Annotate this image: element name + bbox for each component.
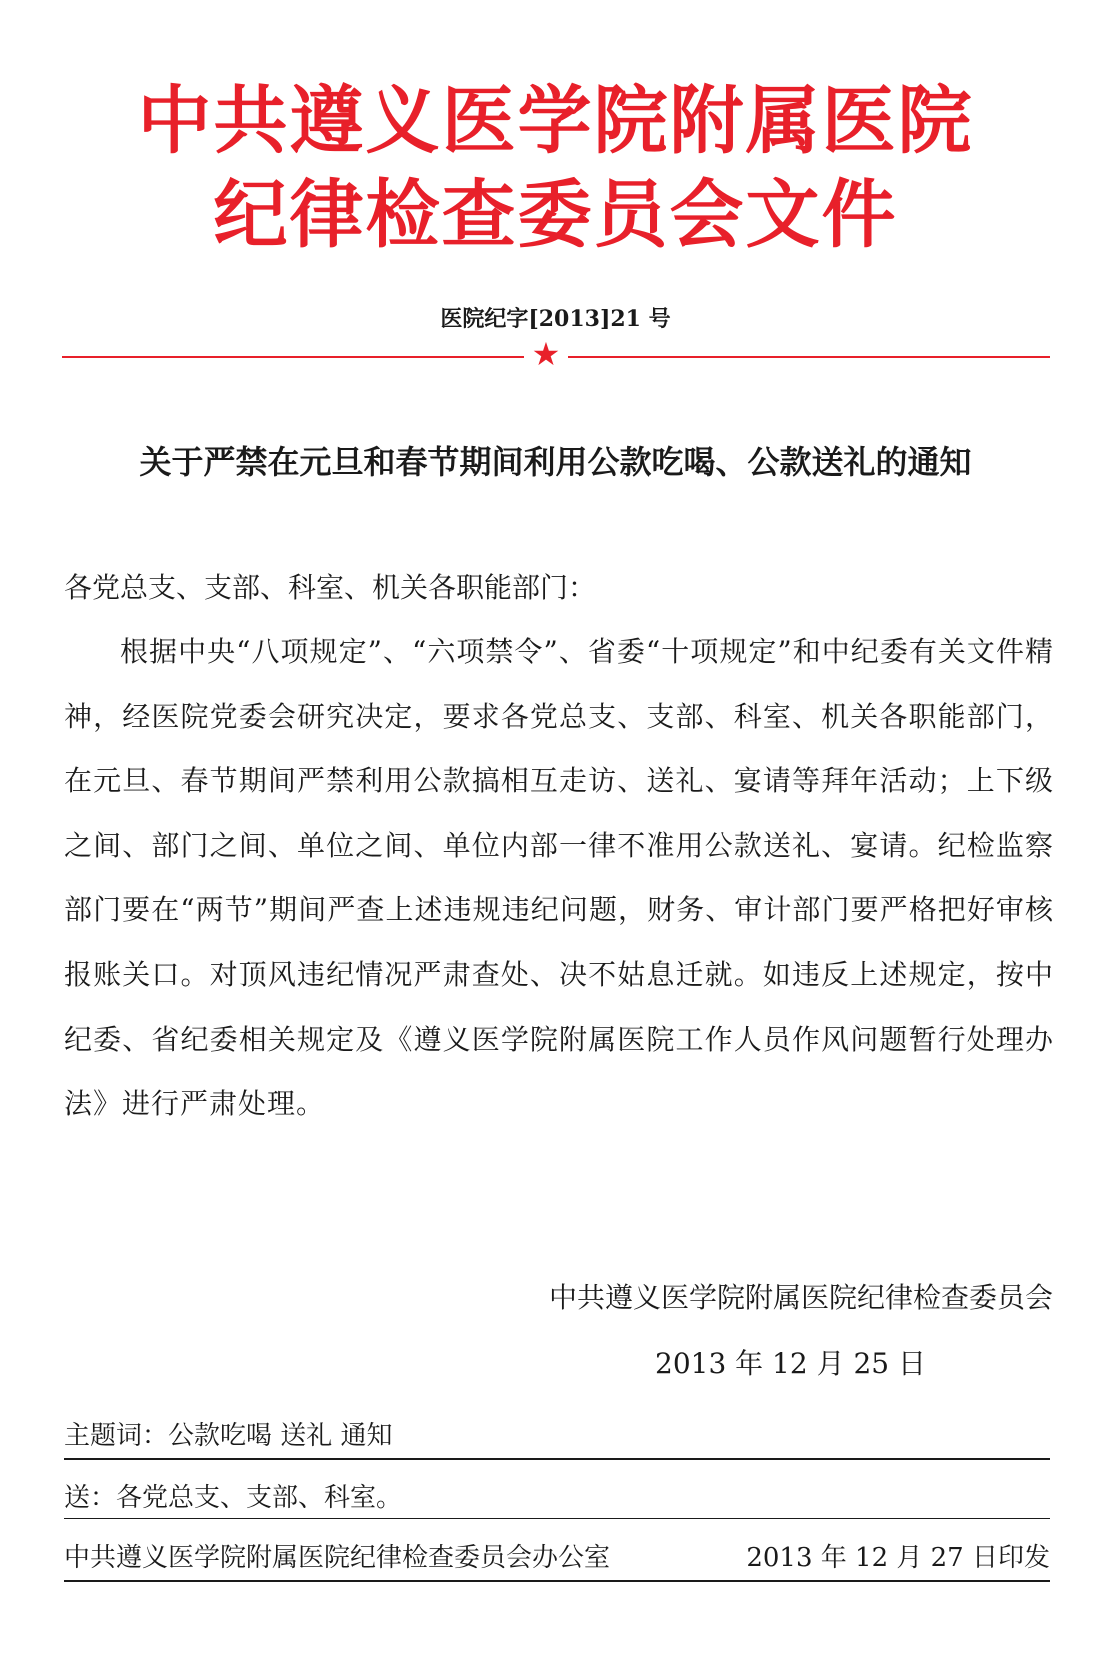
red-separator-left: [62, 356, 524, 358]
footer-issuer: 中共遵义医学院附属医院纪律检查委员会办公室: [64, 1543, 611, 1573]
signature-organization: 中共遵义医学院附属医院纪律检查委员会: [548, 1281, 1053, 1314]
body-paragraph: 根据中央“八项规定”、“六项禁令”、省委“十项规定”和中纪委有关文件精神，经医院党委会研究决定，要求各党总支、支部、科室、机关各职能部门，在元旦、春节期间严禁利用公款搞相互走访、送礼、宴请等拜年活动；上下级之间、部门之间、单位之间、单位内部一律不准用公款送礼、宴请。纪检监察部门要在“两节”期间严查上述违规违纪问题，财务、审计部门要严格把好审核报账关口。对顶风违纪情况严肃查处、决不姑息迁就。如违反上述规定，按中纪委、省纪委相关规定及《遵义医学院附属医院工作人员作风问题暂行处理办法》进行严肃处理。: [64, 635, 1054, 1121]
signature-date: 2013 年 12 月 25 日: [655, 1347, 927, 1380]
footer-keywords: 主题词：公款吃喝 送礼 通知: [64, 1421, 393, 1451]
footer-issue-date: 2013 年 12 月 27 日印发: [746, 1543, 1050, 1573]
footer-rule-2: [64, 1518, 1050, 1519]
document-number: 医院纪字[2013]21 号: [440, 306, 671, 332]
addressee: 各党总支、支部、科室、机关各职能部门：: [64, 571, 597, 604]
footer-issuer-row: [64, 1540, 1050, 1576]
red-separator-right: [568, 356, 1050, 358]
star-icon: ★: [531, 335, 561, 373]
header-line-1: 中共遵义医学院附属医院: [137, 78, 974, 164]
footer-send-to: 送：各党总支、支部、科室。: [64, 1483, 403, 1513]
header-line-2: 纪律检查委员会文件: [213, 172, 898, 258]
footer-rule-3: [64, 1580, 1050, 1582]
footer-rule-1: [64, 1458, 1050, 1460]
notice-title: 关于严禁在元旦和春节期间利用公款吃喝、公款送礼的通知: [139, 443, 972, 481]
